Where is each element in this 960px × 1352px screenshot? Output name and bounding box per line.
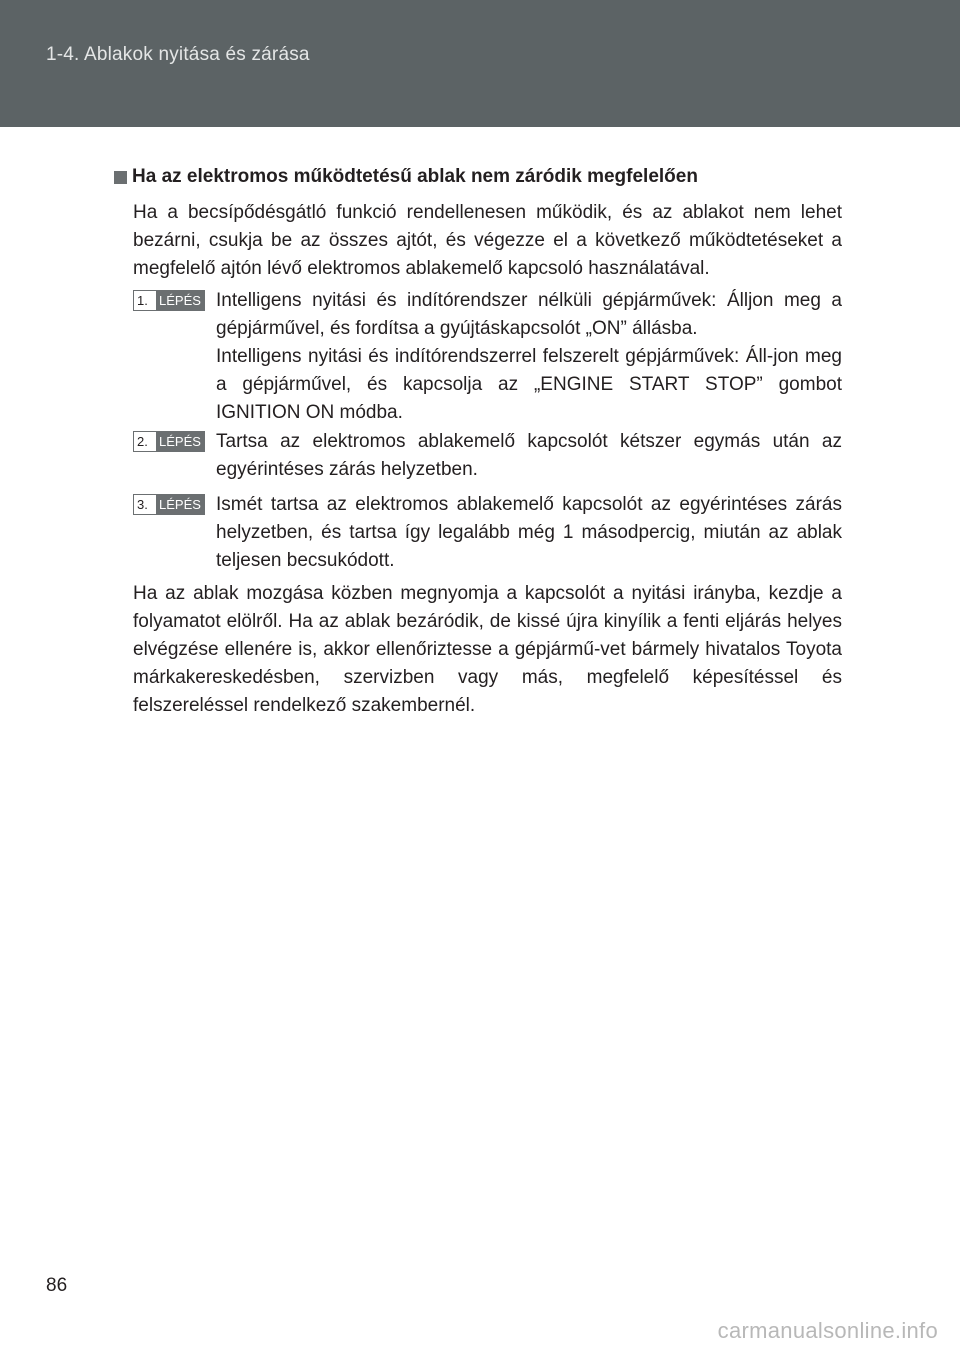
step-2 [133, 428, 842, 484]
step-badge [133, 431, 205, 452]
watermark: carmanualsonline.info [717, 1318, 938, 1343]
step-number: 1. [134, 291, 156, 310]
step-word: LÉPÉS [156, 495, 204, 514]
chapter-header-bar [0, 0, 960, 127]
section-heading [114, 166, 698, 188]
step-3-text: Ismét tartsa az elektromos ablakemelő kapcsolót az egyérintéses zárás helyzetben, és tartsa így legalább még 1 másodpercig, miután az ablak teljesen becsukódott. [216, 494, 842, 571]
square-bullet-icon [114, 171, 127, 184]
step-1-text-b: Intelligens nyitási és indítórendszerrel felszerelt gépjárművek: Áll-jon meg a gépjárművel, és kapcsolja az „ENGINE START STOP” gombot IGNITION ON módba. [216, 346, 842, 423]
chapter-title: 1-4. Ablakok nyitása és zárása [46, 44, 310, 65]
step-1-text-a: Intelligens nyitási és indítórendszer nélküli gépjárművek: Álljon meg a gépjárművel, és fordítsa a gyújtáskapcsolót „ON” állásba. [216, 290, 842, 339]
step-1 [133, 287, 842, 427]
step-word: LÉPÉS [156, 291, 204, 310]
step-number: 3. [134, 495, 156, 514]
page-number: 86 [46, 1275, 68, 1296]
closing-paragraph: Ha az ablak mozgása közben megnyomja a kapcsolót a nyitási irányba, kezdje a folyamatot elölről. Ha az ablak bezáródik, de kissé újra kinyílik a fenti eljárás helyes elvégzése ellenére is, akkor ellenőriztesse a gépjármű-vet bármely hivatalos Toyota márkakereskedésben, szervizben vagy más, megfelelő képesítéssel és felszereléssel rendelkező szakembernél. [133, 583, 842, 716]
step-word: LÉPÉS [156, 432, 204, 451]
intro-paragraph: Ha a becsípődésgátló funkció rendellenesen működik, és az ablakot nem lehet bezárni, csukja be az összes ajtót, és végezze el a következő működtetéseket a megfelelő ajtón lévő elektromos ablakemelő kapcsoló használatával. [133, 202, 842, 279]
step-2-text: Tartsa az elektromos ablakemelő kapcsolót kétszer egymás után az egyérintéses zárás helyzetben. [216, 431, 842, 480]
step-badge [133, 290, 205, 311]
step-badge [133, 494, 205, 515]
step-3 [133, 491, 842, 575]
step-number: 2. [134, 432, 156, 451]
section-heading-text: Ha az elektromos működtetésű ablak nem záródik megfelelően [132, 166, 698, 187]
